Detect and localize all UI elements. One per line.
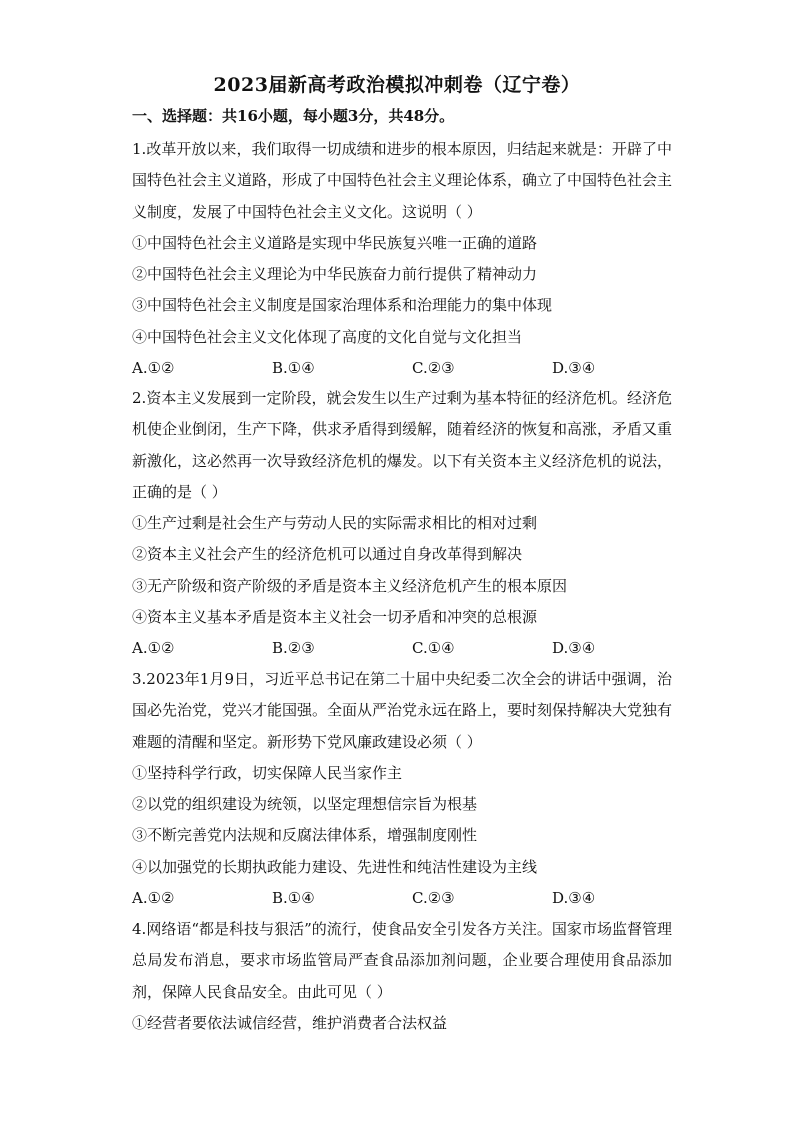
option-a[interactable]: A.①② xyxy=(132,359,175,378)
page-title: 2023届新高考政治模拟冲刺卷（辽宁卷） xyxy=(213,74,581,96)
question-stem: 4.网络语“都是科技与狠活”的流行，使食品安全引发各方关注。国家市场监督管理总局发布消息，要求市场监管局严查食品添加剂问题，企业要合理使用食品添加剂，保障人民食品安全。由此可见（ ） xyxy=(132,920,672,1001)
question-item: ①经营者要依法诚信经营，维护消费者合法权益 xyxy=(132,1013,448,1032)
answer-options xyxy=(132,353,672,384)
question-item: ①中国特色社会主义道路是实现中华民族复兴唯一正确的道路 xyxy=(132,233,538,252)
question-1 xyxy=(132,134,672,384)
question-stem: 3.2023年1月9日，习近平总书记在第二十届中央纪委二次全会的讲话中强调，治国必先治党，党兴才能国强。全面从严治党永远在路上，要时刻保持解决大党独有难题的清醒和坚定。新形势下党风廉政建设必须（ ） xyxy=(132,670,673,751)
section-heading: 一、选择题：共16小题，每小题3分，共48分。 xyxy=(132,107,455,125)
question-item: ③中国特色社会主义制度是国家治理体系和治理能力的集中体现 xyxy=(132,296,553,315)
question-item: ②以党的组织建设为统领，以坚定理想信宗旨为根基 xyxy=(132,795,478,814)
option-b[interactable]: B.②③ xyxy=(272,639,315,658)
option-a[interactable]: A.①② xyxy=(132,889,175,908)
question-item: ①生产过剩是社会生产与劳动人民的实际需求相比的相对过剩 xyxy=(132,514,538,533)
answer-options xyxy=(132,883,672,914)
option-c[interactable]: C.①④ xyxy=(412,639,455,658)
question-item: ②资本主义社会产生的经济危机可以通过自身改革得到解决 xyxy=(132,545,523,564)
question-item: ③不断完善党内法规和反腐法律体系，增强制度刚性 xyxy=(132,826,478,845)
question-item: ④中国特色社会主义文化体现了高度的文化自觉与文化担当 xyxy=(132,327,523,346)
question-3 xyxy=(132,664,672,914)
option-a[interactable]: A.①② xyxy=(132,639,175,658)
question-stem: 1.改革开放以来，我们取得一切成绩和进步的根本原因，归结起来就是：开辟了中国特色社会主义道路，形成了中国特色社会主义理论体系，确立了中国特色社会主义制度，发展了中国特色社会主义文化。这说明（ ） xyxy=(132,140,673,221)
question-stem: 2.资本主义发展到一定阶段，就会发生以生产过剩为基本特征的经济危机。经济危机使企业倒闭，生产下降，供求矛盾得到缓解，随着经济的恢复和高涨，矛盾又重新激化，这必然再一次导致经济危机的爆发。以下有关资本主义经济危机的说法，正确的是（ ） xyxy=(132,389,673,501)
option-b[interactable]: B.①④ xyxy=(272,359,315,378)
option-d[interactable]: D.③④ xyxy=(552,639,596,658)
answer-options xyxy=(132,633,672,664)
question-2 xyxy=(132,383,672,665)
question-item: ①坚持科学行政，切实保障人民当家作主 xyxy=(132,763,403,782)
question-item: ②中国特色社会主义理论为中华民族奋力前行提供了精神动力 xyxy=(132,265,538,284)
option-b[interactable]: B.①④ xyxy=(272,889,315,908)
option-d[interactable]: D.③④ xyxy=(552,359,596,378)
question-item: ③无产阶级和资产阶级的矛盾是资本主义经济危机产生的根本原因 xyxy=(132,576,568,595)
question-4 xyxy=(132,914,672,1039)
question-item: ④以加强党的长期执政能力建设、先进性和纯洁性建设为主线 xyxy=(132,857,538,876)
question-item: ④资本主义基本矛盾是资本主义社会一切矛盾和冲突的总根源 xyxy=(132,608,538,627)
option-d[interactable]: D.③④ xyxy=(552,889,596,908)
option-c[interactable]: C.②③ xyxy=(412,889,455,908)
option-c[interactable]: C.②③ xyxy=(412,359,455,378)
